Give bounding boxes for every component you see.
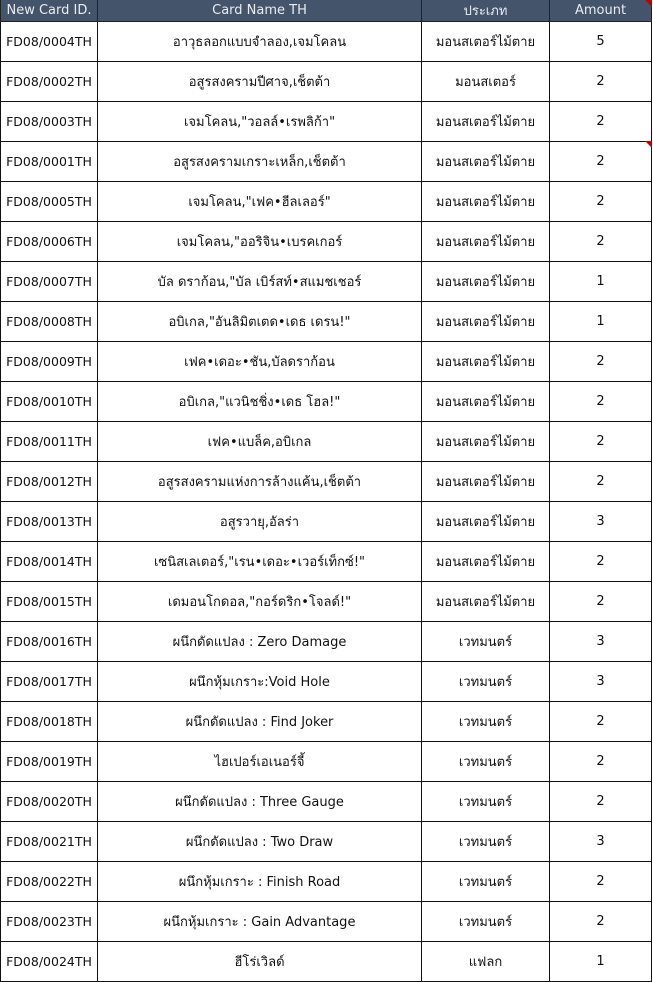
cell-type[interactable]: เวทมนตร์ — [422, 742, 550, 782]
cell-type[interactable]: มอนสเตอร์ไม้ตาย — [422, 542, 550, 582]
table-row — [1, 182, 652, 222]
cell-card-id[interactable]: FD08/0003TH — [1, 102, 98, 142]
cell-type[interactable]: มอนสเตอร์ไม้ตาย — [422, 462, 550, 502]
cell-type[interactable]: มอนสเตอร์ไม้ตาย — [422, 422, 550, 462]
cell-amount[interactable]: 2 — [550, 382, 652, 422]
cell-card-id[interactable]: FD08/0022TH — [1, 862, 98, 902]
cell-card-id[interactable]: FD08/0017TH — [1, 662, 98, 702]
cell-card-name[interactable]: อบิเกล,"อันลิมิตเตด•เดธ เดรน!" — [98, 302, 422, 342]
cell-card-name[interactable]: บัล ดราก้อน,"บัล เบิร์สท์•สแมชเชอร์ — [98, 262, 422, 302]
table-row — [1, 902, 652, 942]
cell-card-name[interactable]: อบิเกล,"แวนิชชิ่ง•เดธ โฮล!" — [98, 382, 422, 422]
cell-card-id[interactable]: FD08/0012TH — [1, 462, 98, 502]
table-row — [1, 222, 652, 262]
cell-card-id[interactable]: FD08/0008TH — [1, 302, 98, 342]
cell-card-name[interactable]: เซนิสเลเตอร์,"เรน•เดอะ•เวอร์เท็กซ์!" — [98, 542, 422, 582]
table-row — [1, 662, 652, 702]
cell-card-name[interactable]: เจมโคลน,"ออริจิน•เบรคเกอร์ — [98, 222, 422, 262]
cell-amount[interactable]: 2 — [550, 102, 652, 142]
cell-amount[interactable]: 2 — [550, 182, 652, 222]
cell-type[interactable]: มอนสเตอร์ไม้ตาย — [422, 182, 550, 222]
cell-card-id[interactable]: FD08/0023TH — [1, 902, 98, 942]
cell-card-name[interactable]: ผนึกหุ้มเกราะ : Gain Advantage — [98, 902, 422, 942]
cell-type[interactable]: มอนสเตอร์ไม้ตาย — [422, 262, 550, 302]
cell-card-name[interactable]: ผนึกดัดแปลง : Zero Damage — [98, 622, 422, 662]
table-row — [1, 702, 652, 742]
table-row — [1, 62, 652, 102]
cell-amount[interactable]: 2 — [550, 142, 652, 182]
cell-amount[interactable]: 2 — [550, 862, 652, 902]
cell-card-name[interactable]: ฮีโร่เวิลด์ — [98, 942, 422, 982]
cell-amount[interactable]: 2 — [550, 422, 652, 462]
cell-type[interactable]: มอนสเตอร์ไม้ตาย — [422, 102, 550, 142]
cell-card-name[interactable]: ผนึกดัดแปลง : Find Joker — [98, 702, 422, 742]
cell-type[interactable]: เวทมนตร์ — [422, 702, 550, 742]
cell-amount[interactable]: 2 — [550, 702, 652, 742]
cell-card-name[interactable]: เจมโคลน,"วอลล์•เรพลิก้า" — [98, 102, 422, 142]
cell-type[interactable]: มอนสเตอร์ไม้ตาย — [422, 582, 550, 622]
cell-amount[interactable]: 2 — [550, 222, 652, 262]
cell-amount[interactable]: 2 — [550, 342, 652, 382]
cell-amount[interactable]: 2 — [550, 62, 652, 102]
cell-card-id[interactable]: FD08/0018TH — [1, 702, 98, 742]
table-row — [1, 542, 652, 582]
cell-type[interactable]: เวทมนตร์ — [422, 822, 550, 862]
table-row — [1, 782, 652, 822]
cell-card-name[interactable]: เจมโคลน,"เฟค•ฮีลเลอร์" — [98, 182, 422, 222]
cell-card-id[interactable]: FD08/0013TH — [1, 502, 98, 542]
cell-card-name[interactable]: ผนึกหุ้มเกราะ : Finish Road — [98, 862, 422, 902]
cell-amount[interactable]: 3 — [550, 502, 652, 542]
cell-type[interactable]: มอนสเตอร์ไม้ตาย — [422, 222, 550, 262]
cell-amount[interactable]: 2 — [550, 742, 652, 782]
cell-amount[interactable]: 2 — [550, 542, 652, 582]
table-row — [1, 422, 652, 462]
cell-card-name[interactable]: เฟค•แบล็ค,อบิเกล — [98, 422, 422, 462]
cell-type[interactable]: เวทมนตร์ — [422, 662, 550, 702]
cell-amount[interactable]: 1 — [550, 262, 652, 302]
table-row — [1, 102, 652, 142]
cell-type[interactable]: มอนสเตอร์ไม้ตาย — [422, 502, 550, 542]
comment-indicator-icon[interactable] — [645, 141, 652, 148]
header-type[interactable]: ประเภท — [422, 0, 550, 22]
header-row — [1, 0, 652, 22]
table-row — [1, 942, 652, 982]
cell-card-name[interactable]: เดมอนโกดอล,"กอร์ดริก•โจลด์!" — [98, 582, 422, 622]
cell-card-name[interactable]: อสูรสงครามแห่งการล้างแค้น,เช็ตต้า — [98, 462, 422, 502]
table-row — [1, 382, 652, 422]
table-row — [1, 342, 652, 382]
cell-amount[interactable]: 1 — [550, 302, 652, 342]
table-row — [1, 622, 652, 662]
cell-card-id[interactable]: FD08/0009TH — [1, 342, 98, 382]
cell-type[interactable]: มอนสเตอร์ไม้ตาย — [422, 302, 550, 342]
cell-amount[interactable]: 3 — [550, 822, 652, 862]
table-row — [1, 22, 652, 62]
cell-card-id[interactable]: FD08/0015TH — [1, 582, 98, 622]
cell-card-name[interactable]: ผนึกดัดแปลง : Three Gauge — [98, 782, 422, 822]
cell-card-id[interactable]: FD08/0016TH — [1, 622, 98, 662]
cell-type[interactable]: มอนสเตอร์ — [422, 62, 550, 102]
header-amount[interactable]: Amount — [550, 0, 652, 22]
cell-card-id[interactable]: FD08/0005TH — [1, 182, 98, 222]
table-row — [1, 742, 652, 782]
cell-card-id[interactable]: FD08/0002TH — [1, 62, 98, 102]
cell-type[interactable]: มอนสเตอร์ไม้ตาย — [422, 342, 550, 382]
table-row — [1, 462, 652, 502]
cell-type[interactable]: เวทมนตร์ — [422, 782, 550, 822]
cell-card-id[interactable]: FD08/0001TH — [1, 142, 98, 182]
cell-type[interactable]: มอนสเตอร์ไม้ตาย — [422, 142, 550, 182]
cell-card-id[interactable]: FD08/0024TH — [1, 942, 98, 982]
cell-card-name[interactable]: อาวุธลอกแบบจำลอง,เจมโคลน — [98, 22, 422, 62]
comment-indicator-icon[interactable] — [645, 0, 652, 7]
cell-card-name[interactable]: เฟค•เดอะ•ชัน,บัลดราก้อน — [98, 342, 422, 382]
cell-card-id[interactable]: FD08/0004TH — [1, 22, 98, 62]
table-row — [1, 502, 652, 542]
cell-card-id[interactable]: FD08/0006TH — [1, 222, 98, 262]
cell-amount[interactable]: 3 — [550, 662, 652, 702]
table-row — [1, 822, 652, 862]
header-card-name[interactable]: Card Name TH — [98, 0, 422, 22]
cell-type[interactable]: มอนสเตอร์ไม้ตาย — [422, 22, 550, 62]
cell-card-id[interactable]: FD08/0007TH — [1, 262, 98, 302]
cell-card-id[interactable]: FD08/0020TH — [1, 782, 98, 822]
cell-amount[interactable]: 2 — [550, 902, 652, 942]
table-row — [1, 142, 652, 182]
cell-card-name[interactable]: อสูรสงครามปีศาจ,เช็ตต้า — [98, 62, 422, 102]
cell-card-name[interactable]: ผนึกหุ้มเกราะ:Void Hole — [98, 662, 422, 702]
cell-type[interactable]: เวทมนตร์ — [422, 862, 550, 902]
cell-card-id[interactable]: FD08/0011TH — [1, 422, 98, 462]
cell-amount[interactable]: 2 — [550, 782, 652, 822]
cell-amount[interactable]: 1 — [550, 942, 652, 982]
table-row — [1, 302, 652, 342]
cell-card-name[interactable]: อสูรสงครามเกราะเหล็ก,เช็ตต้า — [98, 142, 422, 182]
header-card-id[interactable]: New Card ID. — [1, 0, 98, 22]
cell-type[interactable]: แฟลก — [422, 942, 550, 982]
cell-type[interactable]: เวทมนตร์ — [422, 902, 550, 942]
table-row — [1, 862, 652, 902]
cell-card-name[interactable]: ผนึกดัดแปลง : Two Draw — [98, 822, 422, 862]
cell-amount[interactable]: 5 — [550, 22, 652, 62]
cell-amount[interactable]: 2 — [550, 462, 652, 502]
cell-card-id[interactable]: FD08/0010TH — [1, 382, 98, 422]
cell-card-id[interactable]: FD08/0019TH — [1, 742, 98, 782]
cell-card-name[interactable]: ไฮเปอร์เอเนอร์จี้ — [98, 742, 422, 782]
cell-type[interactable]: เวทมนตร์ — [422, 622, 550, 662]
cell-amount[interactable]: 2 — [550, 582, 652, 622]
cell-card-id[interactable]: FD08/0014TH — [1, 542, 98, 582]
cell-amount[interactable]: 3 — [550, 622, 652, 662]
table-row — [1, 262, 652, 302]
cell-type[interactable]: มอนสเตอร์ไม้ตาย — [422, 382, 550, 422]
cell-card-name[interactable]: อสูรวายุ,อัลร่า — [98, 502, 422, 542]
table-row — [1, 582, 652, 622]
cell-card-id[interactable]: FD08/0021TH — [1, 822, 98, 862]
